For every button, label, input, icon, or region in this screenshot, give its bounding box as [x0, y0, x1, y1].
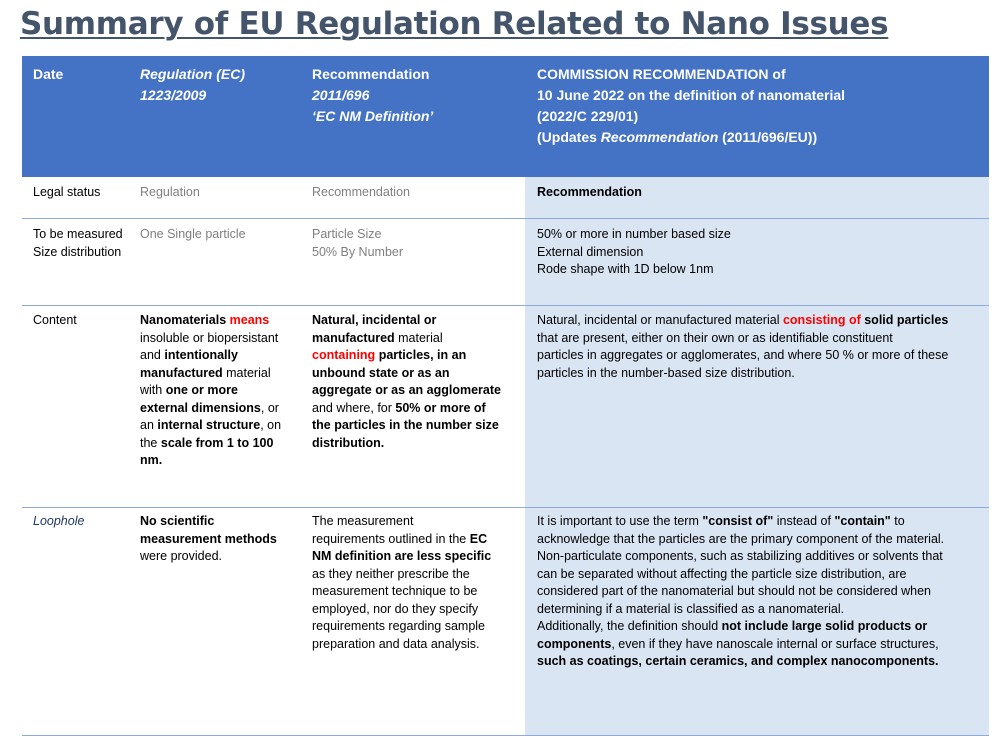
table-header-row — [22, 56, 989, 177]
row-label: Content — [22, 306, 140, 508]
cell-recommendation: The measurement requirements outlined in the EC NM definition are less specific as they neither prescribe the measurement technique to be employed, nor do they specify requirements regarding sample preparation and data analysis. — [312, 508, 525, 736]
table-row-loophole — [22, 508, 989, 736]
page-title: Summary of EU Regulation Related to Nano Issues — [20, 6, 889, 42]
cell-regulation: No scientific measurement methods were provided. — [140, 508, 312, 736]
cell-commission: Natural, incidental or manufactured material consisting of solid particles that are present, either on their own or as identifiable constituent particles in aggregates or agglomerates, and where 50 % or more of these particles in the number-based size distribution. — [525, 306, 989, 508]
row-label: Legal status — [22, 177, 140, 219]
header-recommendation: Recommendation 2011/696 ‘EC NM Definition’ — [312, 66, 434, 124]
cell-regulation: Regulation — [140, 177, 312, 219]
cell-recommendation: Natural, incidental or manufactured material containing particles, in an unbound state or as an aggregate or as an agglomerate and where, for 50% or more of the particles in the number size distribution. — [312, 306, 525, 508]
header-date: Date — [33, 66, 64, 82]
cell-recommendation: Particle Size 50% By Number — [312, 219, 525, 306]
cell-commission: Recommendation — [525, 177, 989, 219]
row-label: To be measured Size distribution — [22, 219, 140, 306]
regulation-summary-table — [22, 56, 989, 736]
cell-regulation: Nanomaterials means insoluble or biopersistant and intentionally manufactured material with one or more external dimensions, or an internal structure, on the scale from 1 to 100 nm. — [140, 306, 312, 508]
table-row-content — [22, 306, 989, 508]
cell-regulation: One Single particle — [140, 219, 312, 306]
cell-commission: 50% or more in number based size External dimension Rode shape with 1D below 1nm — [525, 219, 989, 306]
row-label: Loophole — [22, 508, 140, 736]
table-row-measured — [22, 219, 989, 306]
cell-recommendation: Recommendation — [312, 177, 525, 219]
header-regulation: Regulation (EC) 1223/2009 — [140, 66, 245, 103]
table-row-legal-status — [22, 177, 989, 219]
header-commission-recommendation: COMMISSION RECOMMENDATION of 10 June 2022 on the definition of nanomaterial (2022/C 229/01) (Updates Recommendation (2011/696/EU)) — [537, 66, 846, 145]
cell-commission: It is important to use the term "consist of" instead of "contain" to acknowledge that the particles are the primary component of the material. Non-particulate components, such as stabilizing additives or solvents that can be separated without affecting the particle size distribution, are considered part of the nanomaterial but should not be considered when determining if a material is classified as a nanomaterial. Additionally, the definition should not include large solid products or components, even if they have nanoscale internal or surface structures, such as coatings, certain ceramics, and complex nanocomponents. — [525, 508, 989, 736]
